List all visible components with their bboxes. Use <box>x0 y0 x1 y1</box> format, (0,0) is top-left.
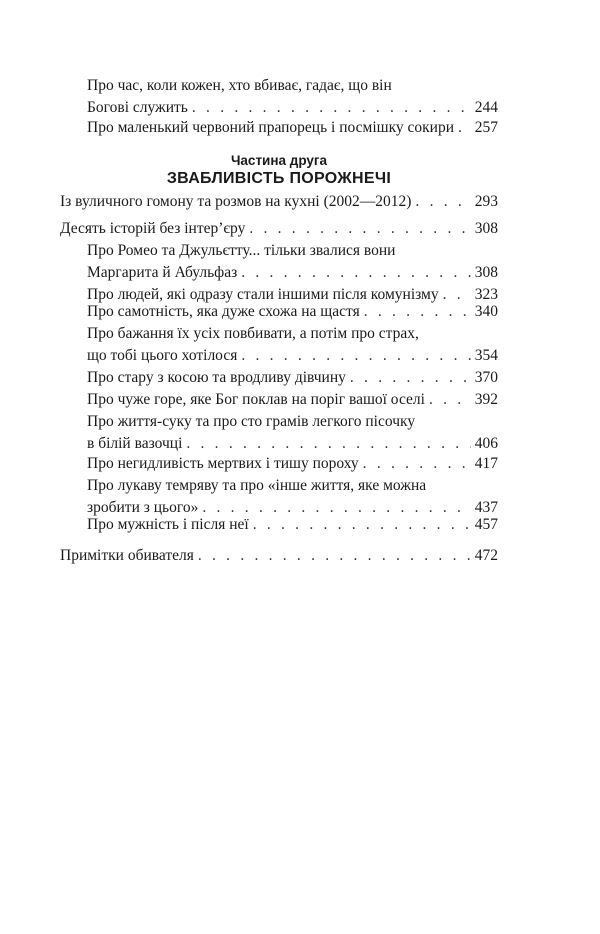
dot-leader <box>363 453 471 475</box>
toc-page-number: 257 <box>474 119 498 136</box>
toc-entry-title: Із вуличного гомону та розмов на кухні (2002—2012) <box>60 193 412 210</box>
dot-leader <box>249 218 470 240</box>
toc-entry-title: Маргарита й Абульфаз <box>87 264 238 281</box>
toc-entry[interactable] <box>87 75 498 119</box>
dot-leader <box>253 514 471 536</box>
toc-page-number: 323 <box>474 286 498 303</box>
dot-leader <box>192 97 471 119</box>
toc-page-number: 457 <box>474 516 498 533</box>
toc-entry-title: Про чуже горе, яке Бог поклав на поріг вашої оселі <box>87 391 425 408</box>
toc-entry[interactable] <box>60 218 498 240</box>
toc-entry[interactable] <box>87 117 498 139</box>
toc-entry-title: Богові служить <box>87 99 188 116</box>
toc-entry[interactable] <box>87 367 498 389</box>
toc-entry-title: Про людей, які одразу стали іншими після комунізму <box>87 286 439 303</box>
toc-entry[interactable] <box>87 301 498 323</box>
toc-page-number: 406 <box>474 435 498 452</box>
toc-entry[interactable] <box>60 545 498 567</box>
toc-entry-title: Про Ромео та Джульєтту... тільки звалися вони <box>87 242 396 259</box>
toc-entry-title: Про негидливість мертвих і тишу пороху <box>87 455 359 472</box>
dot-leader <box>186 433 470 455</box>
dot-leader <box>364 301 471 323</box>
toc-page-number: 244 <box>474 99 498 116</box>
dot-leader <box>241 345 470 367</box>
dot-leader <box>458 117 471 139</box>
toc-page-number: 370 <box>474 369 498 386</box>
toc-page-number: 340 <box>474 303 498 320</box>
toc-entry[interactable] <box>87 323 498 367</box>
dot-leader <box>241 262 471 284</box>
toc-entry-title: зробити з цього» <box>87 499 199 516</box>
toc-entry[interactable] <box>87 411 498 455</box>
dot-leader <box>198 545 471 567</box>
dot-leader <box>429 389 471 411</box>
toc-entry[interactable] <box>60 191 498 213</box>
toc-entry-title: Про маленький червоний прапорець і посмішку сокири <box>87 119 455 136</box>
toc-entry[interactable] <box>87 240 498 284</box>
toc-entry-title: Про життя-суку та про сто грамів легкого пісочку <box>87 413 416 430</box>
toc-page-number: 417 <box>474 455 498 472</box>
toc-entry[interactable] <box>87 514 498 536</box>
toc-page-number: 354 <box>474 347 498 364</box>
part-title: ЗВАБЛИВІСТЬ ПОРОЖНЕЧІ <box>166 170 392 187</box>
toc-page-number: 472 <box>474 547 498 564</box>
toc-page-number: 308 <box>474 220 498 237</box>
toc-entry-title: Примітки обивателя <box>60 547 194 564</box>
toc-entry[interactable] <box>87 453 498 475</box>
dot-leader <box>350 367 471 389</box>
toc-entry-title: Про мужність і після неї <box>87 516 249 533</box>
toc-entry-title: Про самотність, яка дуже схожа на щастя <box>87 303 360 320</box>
toc-entry-title: Про стару з косою та вродливу дівчину <box>87 369 346 386</box>
toc-entry-title: Про час, коли кожен, хто вбиває, гадає, що він <box>87 77 392 94</box>
toc-entry-title: Десять історій без інтер’єру <box>60 220 246 237</box>
part-label: Частина друга <box>230 153 328 168</box>
toc-page-number: 308 <box>474 264 498 281</box>
toc-page-number: 293 <box>474 193 498 210</box>
dot-leader <box>415 191 470 213</box>
toc-entry-title: що тобі цього хотілося <box>87 347 238 364</box>
toc-page-number: 437 <box>474 499 498 516</box>
toc-entry-title: в білій вазочці <box>87 435 183 452</box>
toc-entry[interactable] <box>87 389 498 411</box>
toc-entry-title: Про бажання їх усіх повбивати, а потім про страх, <box>87 325 419 342</box>
toc-page-number: 392 <box>474 391 498 408</box>
toc-entry[interactable] <box>87 475 498 519</box>
toc-entry-title: Про лукаву темряву та про «інше життя, яке можна <box>87 477 427 494</box>
